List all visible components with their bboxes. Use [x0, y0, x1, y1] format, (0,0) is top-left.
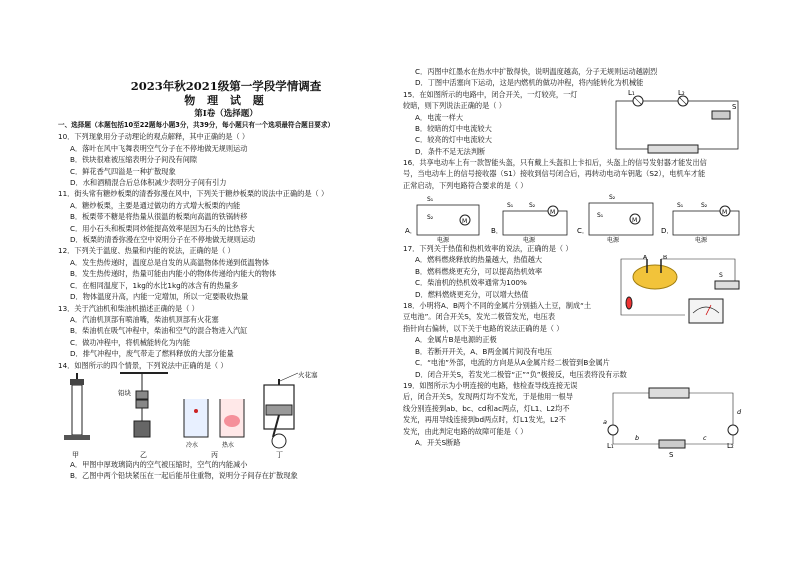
- q19-stem-5: 发光，由此判定电路的故障可能是（ ）: [403, 426, 528, 436]
- label-spark-plug: 火花塞: [298, 370, 318, 379]
- switch-s1-d: S₁: [677, 202, 684, 210]
- switch-s1-a: S₁: [427, 196, 434, 204]
- switch-s1-b: S₁: [507, 202, 514, 210]
- option-a-label: A．: [405, 227, 417, 236]
- label-l1: L₁: [628, 88, 635, 97]
- q19-option-a: A．开关S断路: [415, 437, 461, 447]
- switch-s2-d: S₂: [701, 202, 708, 210]
- q19-block: [403, 380, 748, 458]
- q18-option-c: C．“电池”外部，电流的方向是从A金属片经二极管到B金属片: [415, 358, 610, 368]
- q13-option-d: D．排气冲程中，废气带走了燃料释放的大部分能量: [70, 349, 234, 359]
- label-jia: 甲: [72, 450, 79, 459]
- q15-circuit: [608, 87, 748, 157]
- label-switch-s18: S: [719, 272, 723, 280]
- q11-option-b: B．板栗带不糖是将热量从很温的板栗向高温的铁锅转移: [70, 212, 248, 222]
- q14-option-c: C．丙图中红墨水在热水中扩散得快，说明温度越高，分子无规则运动越剧烈: [415, 67, 658, 76]
- q12-option-b: B．发生热传递时，热量可能由内能小的物体传递给内能大的物体: [70, 269, 277, 279]
- q16-stem-2: 号，当电动车上的信号接收器（S1）接收到信号闭合后，再转动电动车钥匙（S2），电机车才能: [403, 169, 706, 179]
- q16-stem-1: 16．共享电动车上有一款智能头盔，只有戴上头盔扣上卡扣后，头盔上的信号发射器才能发出信: [403, 157, 707, 167]
- q19-stem-4: 发光，再用导线连接到bd两点时，灯L1发光，L2不: [403, 415, 566, 425]
- switch-s2-a: S₂: [427, 214, 434, 222]
- label-d: d: [737, 407, 742, 416]
- label-lead-block: 铅块: [118, 388, 131, 397]
- figure-ding: [264, 371, 318, 459]
- q10-option-b: B．铁块很难被压缩表明分子间没有间隙: [70, 155, 198, 165]
- q18-option-a: A．金属片B是电源的正极: [415, 335, 497, 345]
- power-b: 电源: [523, 237, 536, 244]
- label-c: c: [703, 433, 707, 442]
- q12-stem: 12．下列关于温度、热量和内能的说法，正确的是（ ）: [58, 246, 235, 256]
- motor-c: M: [632, 217, 638, 225]
- label-l1-19: L₁: [607, 441, 614, 450]
- q19-stem-3: 线分别连接到ab、bc、cd和ac两点，灯L1、L2均不: [403, 403, 570, 413]
- label-cold-water: 冷水: [186, 441, 199, 449]
- circuit-c: [577, 194, 653, 243]
- q18-stem-2: 豆电池”。闭合开关S，发光二极管发光，电压表: [403, 312, 556, 322]
- option-c-label: C．: [577, 227, 589, 236]
- q13-option-a: A．汽油机顶部有喷油嘴，柴油机顶部有火花塞: [70, 314, 219, 324]
- q14-option-a: A．甲图中厚玻璃筒内的空气被压缩时，空气的内能减小: [70, 459, 248, 469]
- label-l2: L₂: [678, 88, 685, 97]
- q12-option-d: D．物体温度升高，内能一定增加，所以一定要吸收热量: [70, 292, 249, 302]
- section-heading: 一、选择题（本题包括10至22题每小题3分，共39分，每小题只有一个选项最符合题目要求）: [58, 121, 335, 129]
- switch-s2-c: S₂: [609, 194, 616, 202]
- q11-option-a: A．糖炒板栗，主要是通过做功的方式增大板栗的内能: [70, 200, 241, 210]
- label-yi: 乙: [140, 450, 147, 459]
- switch-s2-b: S₂: [529, 202, 536, 210]
- power-c: 电源: [607, 237, 620, 244]
- q15-option-c: C．较亮的灯中电流较大: [415, 135, 492, 145]
- q12-option-a: A．发生热传递时，温度总是自发的从高温物体传递到低温物体: [70, 257, 269, 267]
- circuit-b: [491, 202, 567, 243]
- q16-circuits: [403, 191, 748, 243]
- right-column: [403, 66, 748, 458]
- q15-option-b: B．较暗的灯中电流较大: [415, 124, 492, 134]
- q17-stem: 17．下列关于热值和热机效率的说法，正确的是（ ）: [403, 244, 573, 254]
- q19-stem-1: 19．如图所示为小明连接的电路，他检查导线连接无误: [403, 380, 578, 390]
- label-plate-a: A: [643, 255, 648, 262]
- q18-potato-battery: [615, 255, 745, 337]
- q15-option-a: A．电流一样大: [415, 112, 464, 122]
- q16-stem-3: 正常启动，下列电路符合要求的是（ ）: [403, 180, 528, 190]
- q11-option-d: D．板栗的清香弥漫在空中说明分子在不停地做无规则运动: [70, 235, 256, 245]
- label-switch-s: S: [732, 102, 737, 111]
- q17-option-c: C．柴油机的热机效率通常为100%: [415, 278, 527, 288]
- q15-stem-1: 15．在如图所示的电路中，闭合开关，一灯较亮，一灯: [403, 89, 578, 99]
- motor-b: M: [550, 209, 556, 217]
- motor-d: M: [722, 209, 728, 217]
- option-b-label: B．: [491, 227, 503, 236]
- label-ding: 丁: [276, 450, 283, 459]
- q15-option-d: D．条件不足无法判断: [415, 146, 486, 156]
- switch-s1-c: S₁: [597, 212, 604, 220]
- label-hot-water: 热水: [222, 441, 235, 449]
- exam-title: 2023年秋2021级第一学段学情调查: [130, 79, 322, 93]
- figure-yi: [118, 373, 168, 459]
- motor-a: M: [462, 218, 468, 226]
- label-plate-b: B: [663, 255, 668, 262]
- q17-option-d: D．燃料燃烧更充分，可以增大热值: [415, 289, 529, 299]
- q16-options: [403, 191, 748, 243]
- option-d-label: D．: [661, 227, 674, 236]
- q17-q18-block: [403, 243, 748, 380]
- label-s-19: S: [669, 450, 674, 458]
- q14-figure: [58, 371, 394, 459]
- q13-stem: 13．关于汽油机和柴油机描述正确的是（ ）: [58, 303, 199, 313]
- q18-option-d: D．闭合开关S，若发光二极管“正”“负”极接反，电压表将没有示数: [415, 369, 627, 379]
- left-column: [58, 0, 394, 482]
- label-bing: 丙: [211, 450, 218, 459]
- q10-option-c: C．鲜花香气四溢是一种扩散现象: [70, 166, 176, 176]
- q19-circuit: [599, 384, 747, 458]
- part-title: 第Ⅰ卷（选择题）: [194, 109, 258, 119]
- power-d: 电源: [695, 237, 708, 244]
- q12-option-c: C．在相同温度下，1kg的水比1kg的冰含有的热量多: [70, 280, 239, 290]
- q14-figure-svg: [58, 371, 394, 459]
- q11-stem: 11．街头常有糖炒板栗的清香弥漫在风中，下列关于糖炒板栗的说法中正确的是（ ）: [58, 189, 329, 199]
- q15-block: [403, 89, 748, 157]
- circuit-d: [661, 202, 739, 243]
- label-b: b: [635, 433, 640, 442]
- q19-stem-2: 后，闭合开关S，发现两灯均不发光，于是他用一根导: [403, 392, 573, 402]
- q13-option-c: C．做功冲程中，将机械能转化为内能: [70, 337, 191, 347]
- q17-option-a: A．燃料燃烧释放的热量越大，热值越大: [415, 255, 543, 265]
- q18-option-b: B．若断开开关，A、B两金属片间没有电压: [415, 346, 552, 356]
- q14-option-d: D．丁图中活塞向下运动，这是内燃机的做功冲程，将内能转化为机械能: [415, 78, 644, 88]
- q11-option-c: C．用小石头和板栗同炒能提高效率是因为石头的比热容大: [70, 223, 255, 233]
- figure-jia: [64, 373, 90, 459]
- label-a: a: [603, 417, 607, 426]
- q14-stem: 14．如图所示的四个情景，下列说法中正确的是（ ）: [58, 360, 228, 370]
- q18-stem-1: 18．小明将A、B两个不同的金属片分别插入土豆，制成“土: [403, 301, 592, 311]
- q17-option-b: B．燃料燃烧更充分，可以提高热机效率: [415, 266, 543, 276]
- subject-title: 物 理 试 题: [184, 94, 268, 107]
- q10-option-a: A．落叶在风中飞舞表明空气分子在不停地做无规则运动: [70, 143, 248, 153]
- power-a: 电源: [437, 237, 450, 244]
- figure-bing: [184, 399, 244, 459]
- circuit-a: [405, 196, 479, 243]
- q18-stem-3: 指针向右偏转，以下关于电路的说法正确的是（ ）: [403, 323, 564, 333]
- q10-stem: 10．下列现象用分子动理论的观点解释，其中正确的是（ ）: [58, 132, 250, 142]
- q13-option-b: B．柴油机在吸气冲程中，柴油和空气的混合物进入汽缸: [70, 326, 248, 336]
- q10-option-d: D．水和酒精混合后总体积减少表明分子间有引力: [70, 178, 227, 188]
- q15-stem-2: 较暗，则下列说法正确的是（ ）: [403, 101, 506, 111]
- q14-option-b: B．乙图中两个铅块紧压在一起后能吊住重物，说明分子间存在扩散现象: [70, 471, 298, 481]
- label-l2-19: L₂: [727, 441, 734, 450]
